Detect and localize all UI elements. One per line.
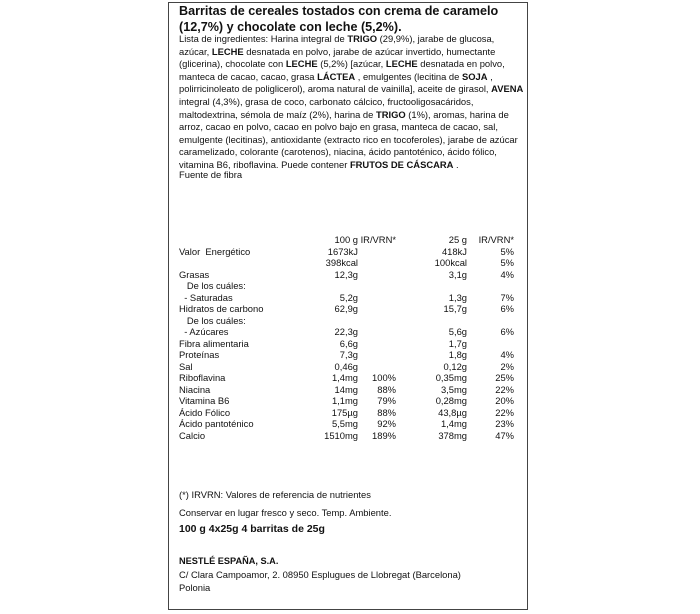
cell-v25: 418kJ — [441, 245, 467, 257]
ingredient-text: (5,2%) [azúcar, — [317, 58, 386, 70]
cell-r25: IR/VRN* — [478, 234, 514, 245]
cell-v100: 1673kJ — [327, 245, 358, 257]
cell-v25: 0,28mg — [435, 395, 467, 406]
cell-r25: 5% — [500, 257, 514, 268]
cell-v25: 1,3g — [448, 291, 467, 303]
ingredients-list — [179, 33, 524, 172]
cell-name: Calcio — [179, 429, 206, 441]
cell-v25: 1,4mg — [440, 418, 467, 429]
pack-size: 100 g 4x25g 4 barritas de 25g — [179, 523, 325, 535]
cell-name: Grasas — [179, 268, 210, 280]
cell-v100: 398kcal — [325, 257, 358, 268]
allergen: LECHE — [385, 58, 418, 70]
product-label — [168, 2, 528, 610]
nutrition-row — [179, 361, 524, 373]
cell-v25: 25 g — [448, 234, 467, 245]
nutrition-table — [179, 234, 524, 441]
cell-name: Niacina — [179, 383, 211, 395]
nutrition-row — [179, 315, 524, 327]
ingredient-text: Lista de ingredientes: Harina integral de — [179, 33, 348, 44]
cell-v25: 0,12g — [443, 360, 467, 372]
nutrition-header — [179, 234, 524, 246]
cell-name: De los cuáles: — [179, 314, 246, 326]
cell-v100: 0,46g — [334, 360, 358, 372]
cell-name: Sal — [179, 360, 193, 372]
allergen: AVENA — [491, 83, 524, 95]
cell-v25: 1,7g — [448, 337, 467, 349]
allergen: TRIGO — [375, 108, 406, 120]
cell-v100: 100 g — [334, 234, 358, 245]
cell-r100: 189% — [372, 429, 396, 441]
cell-v100: 175µg — [331, 406, 358, 418]
cell-v100: 1,1mg — [331, 395, 358, 406]
nutrition-row — [179, 269, 524, 281]
cell-v25: 43,8µg — [438, 406, 467, 418]
cell-name: Ácido pantoténico — [179, 418, 254, 429]
cell-r25: 4% — [500, 349, 514, 360]
company-address — [179, 569, 461, 594]
cell-v25: 378mg — [438, 429, 467, 441]
cell-name: Hidratos de carbono — [179, 303, 264, 314]
cell-v25: 0,35mg — [435, 372, 467, 383]
cell-v100: 12,3g — [334, 268, 358, 280]
cell-name: Fibra alimentaria — [179, 337, 249, 349]
product-title: Barritas de cereales tostados con crema de caramelo (12,7%) y chocolate con leche (5,2%). — [179, 4, 499, 34]
cell-name: Riboflavina — [179, 372, 226, 383]
cell-v100: 6,6g — [339, 337, 358, 349]
cell-name: - Azúcares — [179, 326, 229, 337]
cell-r25: 47% — [495, 429, 514, 441]
cell-v100: 7,3g — [339, 349, 358, 360]
cell-name: - Saturadas — [179, 291, 233, 303]
nutrition-row — [179, 246, 524, 258]
cell-name: Valor Energético — [179, 245, 251, 257]
cell-v25: 3,1g — [448, 268, 467, 280]
cell-v100: 22,3g — [334, 326, 358, 337]
nutrition-row — [179, 338, 524, 350]
cell-v100: 62,9g — [334, 303, 358, 314]
country-of-origin: Polonia — [179, 581, 211, 593]
nutrition-row — [179, 430, 524, 442]
cell-v100: 5,5mg — [331, 418, 358, 429]
cell-v100: 1510mg — [324, 429, 358, 441]
nutrition-row — [179, 326, 524, 338]
cell-r25: 25% — [495, 372, 514, 383]
company-name: NESTLÉ ESPAÑA, S.A. — [179, 556, 279, 566]
cell-v25: 3,5mg — [440, 383, 467, 395]
allergen: LÁCTEA — [317, 70, 356, 82]
ingredient-text: desnatada en polvo, jarabe de azúcar invertido, humectante (glicerina), chocolate con — [179, 45, 496, 70]
ingredient-text: , emulgentes (lecitina de — [355, 70, 462, 82]
ingredient-text: desnatada en polvo, manteca de cacao, cacao, grasa — [179, 58, 505, 82]
nutrition-row — [179, 418, 524, 430]
cell-r100: 79% — [377, 395, 396, 406]
nutrition-row — [179, 395, 524, 407]
cell-v100: 5,2g — [339, 291, 358, 303]
cell-r100: 100% — [372, 372, 396, 383]
ingredient-text: (1%), aromas, harina de arroz, cacao en polvo, cacao en polvo bajo en grasa, manteca de cacao, sal, emulgente (lecitinas), antioxidante (extracto rico en tocoferoles), jarabe de azúcar caramelizado, colorante (carotenos), niacina, ácido pantoténico, ácido fólico, vitamina B6, riboflavina. Puede contener — [179, 108, 518, 170]
cell-name: Proteínas — [179, 349, 220, 360]
nutrition-row — [179, 257, 524, 269]
cell-r25: 6% — [500, 303, 514, 314]
cell-r25: 22% — [495, 383, 514, 395]
allergen: SOJA — [461, 70, 488, 82]
allergen: LECHE — [211, 45, 244, 57]
ingredient-text: (29,9%), jarabe de glucosa, azúcar, — [179, 33, 495, 57]
cell-name: De los cuáles: — [179, 280, 246, 291]
cell-r100: 88% — [377, 383, 396, 395]
cell-r25: 5% — [500, 245, 514, 257]
cell-v100: 14mg — [334, 383, 358, 395]
cell-r25: 23% — [495, 418, 514, 429]
nutrition-row — [179, 303, 524, 315]
cell-r25: 7% — [500, 291, 514, 303]
nutrition-row — [179, 407, 524, 419]
cell-name: Vitamina B6 — [179, 395, 230, 406]
cell-r25: 2% — [500, 360, 514, 372]
storage-instructions: Conservar en lugar fresco y seco. Temp. Ambiente. — [179, 507, 392, 518]
allergen: FRUTOS DE CÁSCARA — [349, 158, 454, 170]
ingredient-text: integral (4,3%), grasa de coco, carbonato cálcico, fructooligosacáridos, maltodextrina, sémola de maíz (2%), harina de — [179, 95, 474, 120]
allergen: LECHE — [285, 58, 318, 70]
ingredient-text: , polirricinoleato de poliglicerol), aroma natural de vainilla], aceite de girasol, — [179, 70, 493, 95]
cell-v25: 100kcal — [434, 257, 467, 268]
cell-r100: IR/VRN* — [360, 234, 396, 245]
cell-r25: 22% — [495, 406, 514, 418]
cell-v100: 1,4mg — [331, 372, 358, 383]
nutrition-row — [179, 349, 524, 361]
cell-r25: 20% — [495, 395, 514, 406]
cell-r100: 92% — [377, 418, 396, 429]
nutrition-row — [179, 292, 524, 304]
cell-v25: 5,6g — [448, 326, 467, 337]
nutrition-row — [179, 280, 524, 292]
fiber-claim: Fuente de fibra — [179, 169, 243, 180]
ingredient-text: . — [453, 158, 459, 170]
cell-r100: 88% — [377, 406, 396, 418]
address-line: C/ Clara Campoamor, 2. 08950 Esplugues de Llobregat (Barcelona) — [179, 569, 461, 580]
cell-r25: 6% — [500, 326, 514, 337]
nutrition-row — [179, 384, 524, 396]
nutrition-row — [179, 372, 524, 384]
cell-r25: 4% — [500, 268, 514, 280]
cell-v25: 15,7g — [443, 303, 467, 314]
cell-v25: 1,8g — [448, 349, 467, 360]
cell-name: Ácido Fólico — [179, 406, 231, 418]
allergen: TRIGO — [347, 33, 378, 44]
footnote: (*) IRVRN: Valores de referencia de nutrientes — [179, 489, 371, 500]
